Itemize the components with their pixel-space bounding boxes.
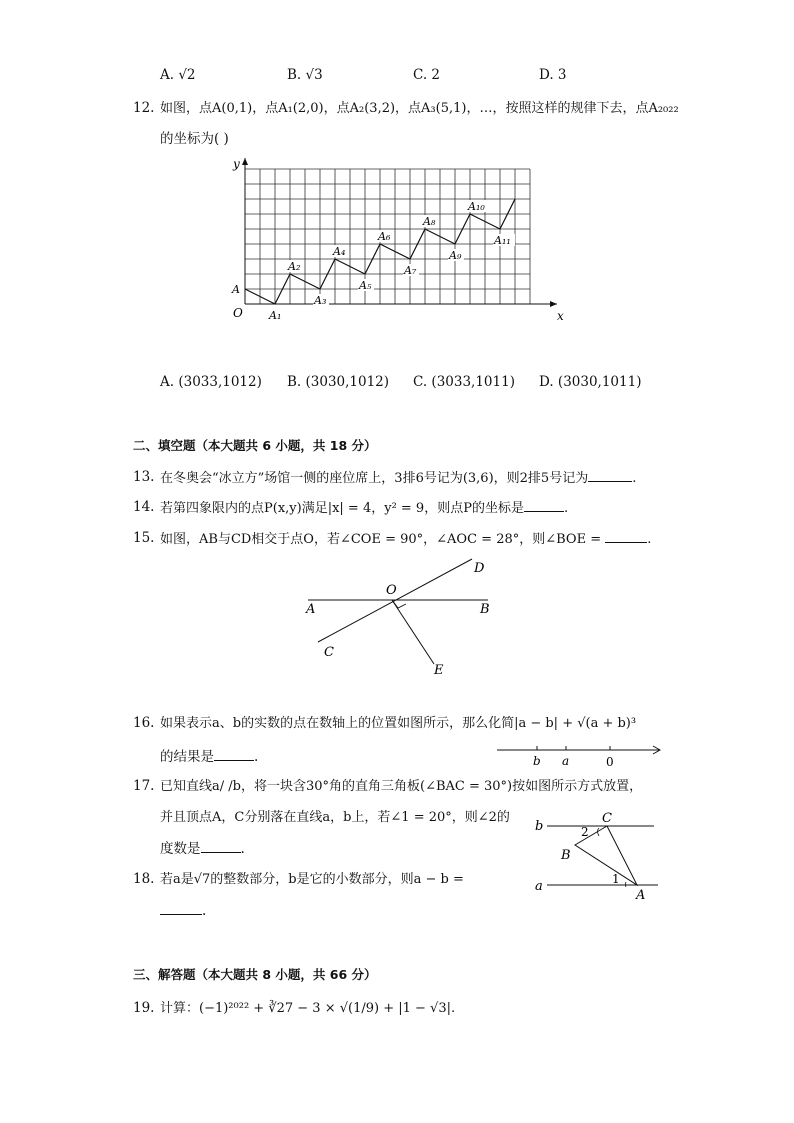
section-2-heading: 二、填空题（本大题共 6 小题，共 18 分） xyxy=(133,438,377,453)
q16-number-line xyxy=(493,740,668,772)
q15-angle-figure xyxy=(300,556,520,681)
q12-option-c: C. (3033,1011) xyxy=(413,374,515,390)
axis-label-b: b xyxy=(533,754,541,768)
origin-label: O xyxy=(233,306,243,320)
angle-1-label: 1 xyxy=(612,872,620,886)
q13-number: 13. xyxy=(133,469,155,485)
y-axis-label: y xyxy=(233,157,240,171)
q15-number: 15. xyxy=(133,530,155,546)
angle-2-label: 2 xyxy=(581,825,589,839)
point-label: A₆ xyxy=(378,230,391,243)
q17-number: 17. xyxy=(133,778,155,794)
label-B: B xyxy=(480,602,490,617)
q13-text: 在冬奥会“冰立方”场馆一侧的座位席上，3排6号记为(3,6)，则2排5号记为 . xyxy=(160,471,637,486)
q18-line2: . xyxy=(160,902,206,920)
q11-option-a: A. √2 xyxy=(160,67,196,83)
point-label: A₂ xyxy=(288,260,301,273)
q19-number: 19. xyxy=(133,1000,155,1016)
q15-text: 如图，AB与CD相交于点O，若∠COE = 90°，∠AOC = 28°，则∠BOE = . xyxy=(160,532,652,547)
q12-option-d: D. (3030,1011) xyxy=(539,374,642,390)
q16-number: 16. xyxy=(133,715,155,731)
point-label: A xyxy=(232,283,240,296)
point-label: A₉ xyxy=(449,249,462,262)
q18-number: 18. xyxy=(133,871,155,887)
q12-option-a: A. (3033,1012) xyxy=(160,374,262,390)
x-axis-label: x xyxy=(557,309,564,323)
q11-option-b: B. √3 xyxy=(287,67,323,83)
q11-option-c: C. 2 xyxy=(413,67,441,83)
q16-line2: 的结果是 . xyxy=(160,749,259,765)
label-O: O xyxy=(386,583,397,598)
q12-stem-line1: 如图，点A(0,1)，点A₁(2,0)，点A₂(3,2)，点A₃(5,1)，…，按照这样的规律下去，点A₂₀₂₂ xyxy=(160,101,679,116)
point-label: A₁₁ xyxy=(494,234,511,247)
point-label: A₄ xyxy=(333,245,346,258)
line-a-label: a xyxy=(535,879,543,894)
section-3-heading: 三、解答题（本大题共 8 小题，共 66 分） xyxy=(133,967,377,982)
q19-text: 计算：(−1)²⁰²² + ∛27 − 3 × √(1/9) + |1 − √3|. xyxy=(160,1001,456,1016)
q12-grid-figure xyxy=(225,152,565,332)
q14-text: 若第四象限内的点P(x,y)满足|x| = 4，y² = 9，则点P的坐标是 . xyxy=(160,501,569,516)
point-label: A₈ xyxy=(423,215,436,228)
vertex-C-label: C xyxy=(602,811,612,826)
q12-stem-line2: 的坐标为( ) xyxy=(160,131,229,147)
label-D: D xyxy=(474,561,485,576)
point-label: A₅ xyxy=(359,279,372,292)
label-C: C xyxy=(324,645,334,660)
point-label: A₇ xyxy=(404,264,417,277)
label-A: A xyxy=(306,602,316,617)
q17-line3: 度数是 . xyxy=(160,841,245,857)
q17-triangle-figure xyxy=(530,810,670,900)
vertex-A-label: A xyxy=(636,888,646,900)
q11-option-d: D. 3 xyxy=(539,67,567,83)
point-label: A₁₀ xyxy=(468,200,485,213)
q16-text: 如果表示a、b的实数的点在数轴上的位置如图所示，那么化简|a − b| + √(a + b)³ xyxy=(160,716,637,731)
point-label: A₃ xyxy=(314,294,327,307)
vertex-B-label: B xyxy=(561,848,571,863)
q12-option-b: B. (3030,1012) xyxy=(287,374,390,390)
q18-line1: 若a是√7的整数部分，b是它的小数部分，则a − b = xyxy=(160,872,464,887)
q14-number: 14. xyxy=(133,499,155,515)
label-E: E xyxy=(434,663,444,678)
axis-label-a: a xyxy=(562,754,570,768)
point-label: A₁ xyxy=(269,309,282,322)
q12-number: 12. xyxy=(133,100,155,116)
q17-line2: 并且顶点A，C分别落在直线a，b上，若∠1 = 20°，则∠2的 xyxy=(160,810,510,825)
q17-line1: 已知直线a/ /b，将一块含30°角的直角三角板(∠BAC = 30°)按如图所示方式放置， xyxy=(160,779,643,794)
axis-label-zero: 0 xyxy=(606,755,614,769)
line-b-label: b xyxy=(535,819,544,834)
